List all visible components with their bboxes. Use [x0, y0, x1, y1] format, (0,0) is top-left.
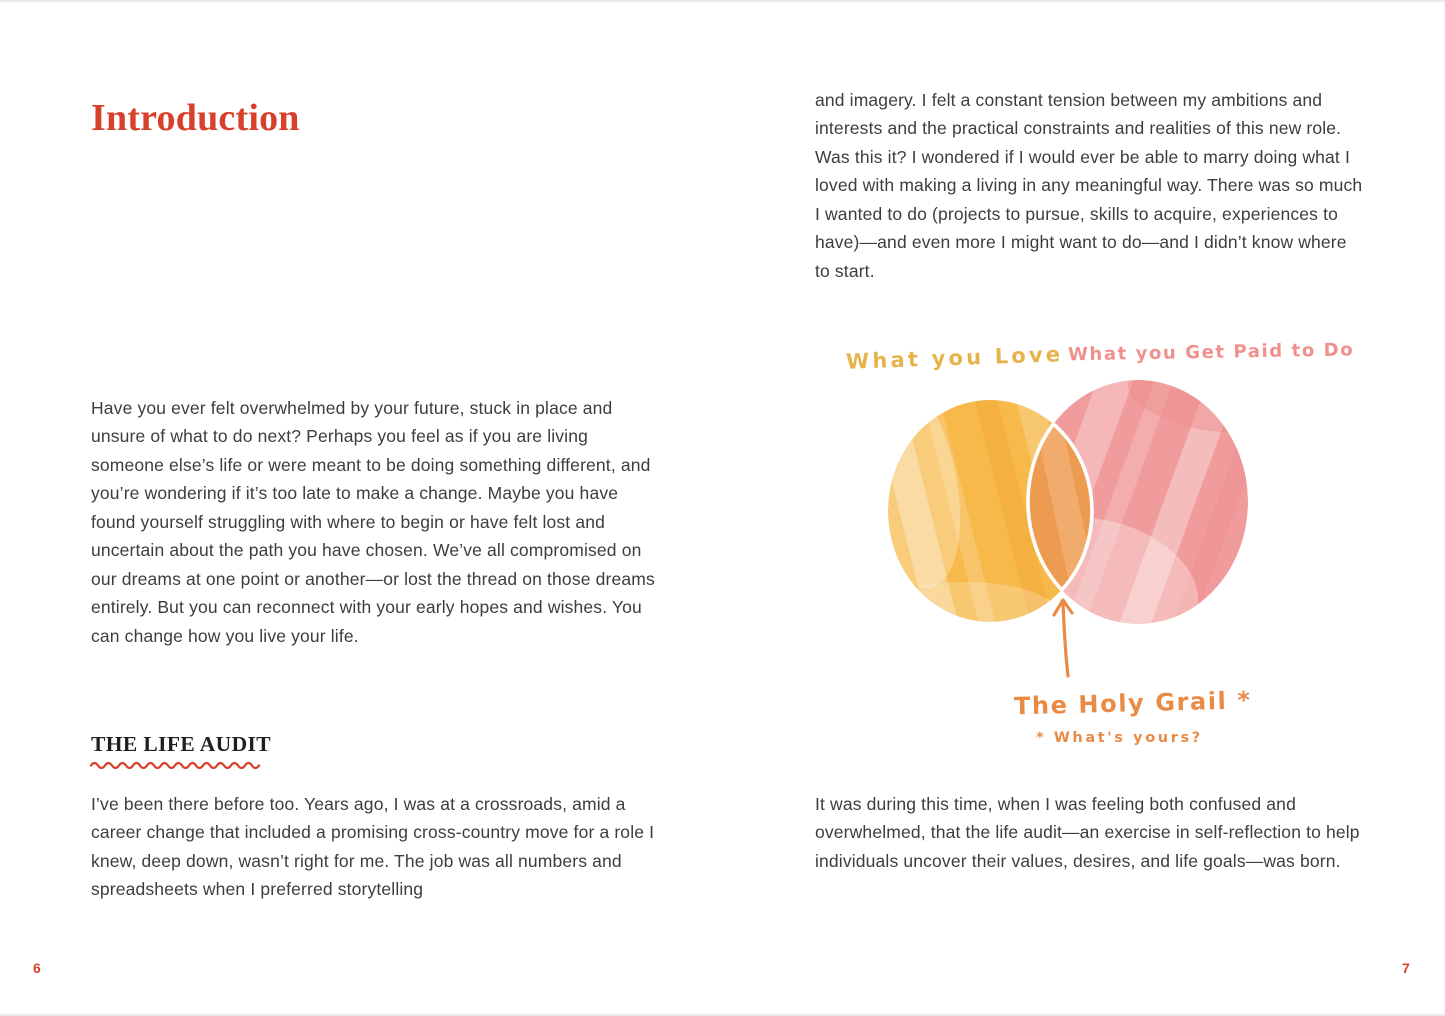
right-paragraph-1: and imagery. I felt a constant tension between my ambitions and interests and the practical constraints and realities of this new role. Was this it? I wondered if I would ever be able to marry doing what I loved with making a living in any meaningful way. There was so much I wanted to do (projects to pursue, skills to acquire, experiences to have)—and even more I might want to do—and I didn’t know where to start.: [815, 90, 1363, 281]
venn-callout: The Holy Grail *: [1013, 686, 1252, 721]
venn-label-paid: What you Get Paid to Do: [1067, 339, 1355, 366]
page-number-right: 7: [1402, 960, 1411, 976]
venn-label-love: What you Love: [845, 342, 1064, 374]
venn-illustration: [806, 320, 1372, 766]
arrow-up-icon: [1054, 600, 1072, 676]
venn-diagram: [806, 320, 1372, 766]
left-paragraph-2: I’ve been there before too. Years ago, I was at a crossroads, amid a career change that included a promising cross-country move for a role I knew, deep down, wasn’t right for me. The job was all numbers and spreadsheets when I preferred storytelling: [91, 794, 655, 900]
wavy-underline: [90, 759, 262, 770]
venn-callout-sub: * What's yours?: [1036, 730, 1203, 746]
section-heading: THE LIFE AUDIT: [91, 732, 272, 756]
page-number-left: 6: [33, 960, 42, 976]
right-paragraph-2: It was during this time, when I was feeling both confused and overwhelmed, that the life audit—an exercise in self-reflection to help individuals uncover their values, desires, and life goals—was born.: [815, 794, 1360, 871]
chapter-title: Introduction: [91, 97, 300, 139]
left-paragraph-1: Have you ever felt overwhelmed by your future, stuck in place and unsure of what to do next? Perhaps you feel as if you are living someone else’s life or were meant to be doing something different, and you’re wondering if it’s too late to make a change. Maybe you have found yourself struggling with where to begin or have felt lost and uncertain about the path you have chosen. We’ve all compromised on our dreams at one point or another—or lost the thread on those dreams entirely. But you can reconnect with your early hopes and wishes. You can change how you live your life.: [91, 398, 655, 646]
